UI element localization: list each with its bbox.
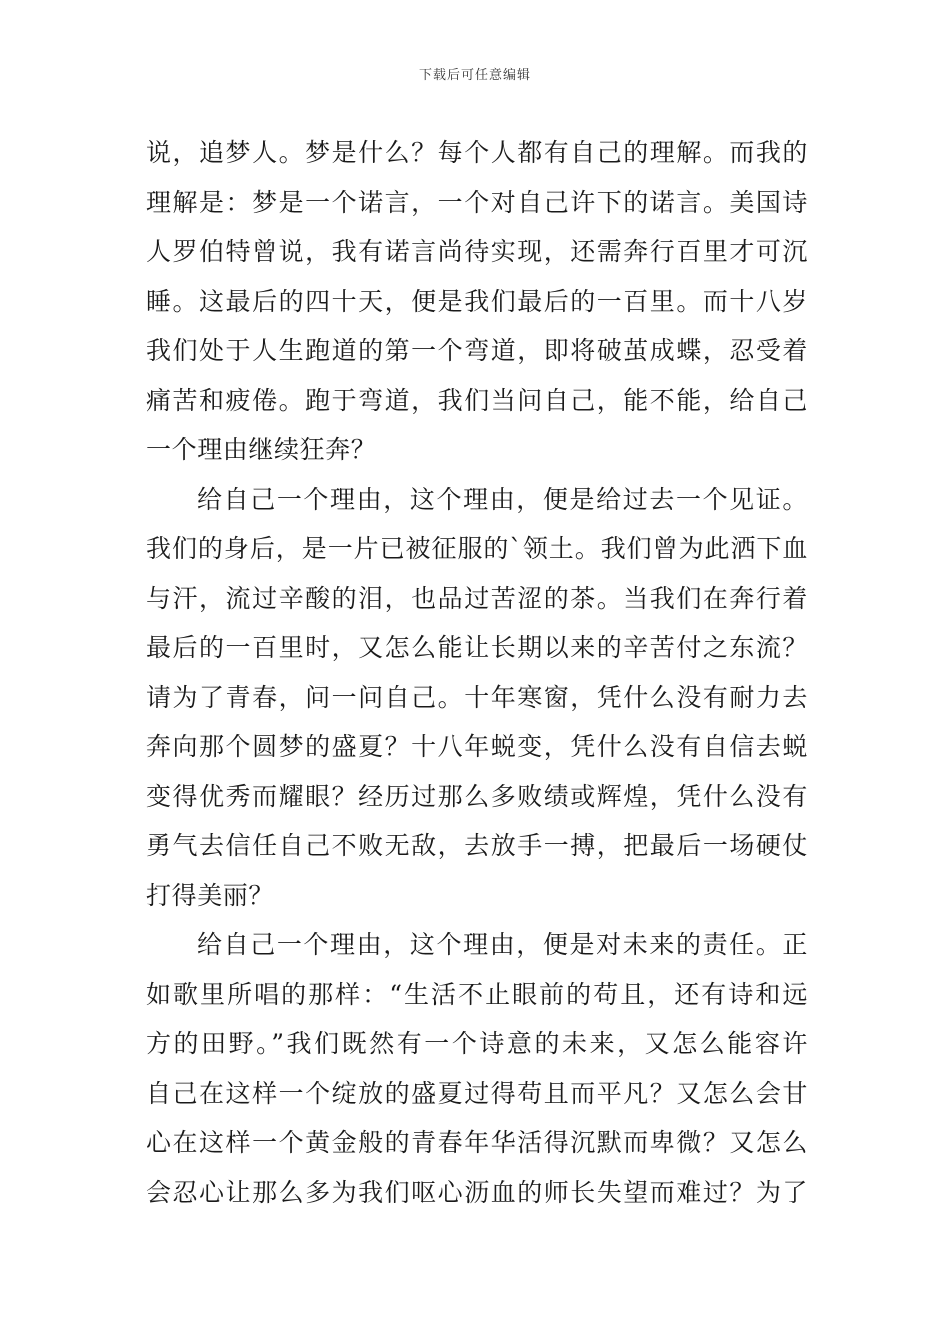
text-line: 心在这样一个黄金般的青春年华活得沉默而卑微？又怎么 xyxy=(146,1128,808,1157)
text-line: 奔向那个圆梦的盛夏？十八年蜕变，凭什么没有自信去蜕 xyxy=(146,732,808,761)
text-line: 痛苦和疲倦。跑于弯道，我们当问自己，能不能，给自己 xyxy=(146,385,808,415)
text-line: 一个理由继续狂奔？ xyxy=(146,435,377,464)
text-line: 打得美丽？ xyxy=(146,880,275,910)
text-line: 勇气去信任自己不败无敌，去放手一搏，把最后一场硬仗 xyxy=(146,831,808,860)
paragraph-3 xyxy=(146,920,808,1217)
text-line: 理解是：梦是一个诺言，一个对自己许下的诺言。美国诗 xyxy=(146,187,808,217)
page-header: 下载后可任意编辑 xyxy=(418,68,531,83)
text-line: 请为了青春，问一问自己。十年寒窗，凭什么没有耐力去 xyxy=(146,682,808,712)
text-line: 如歌里所唱的那样：“生活不止眼前的苟且，还有诗和远 xyxy=(146,979,808,1009)
text-line: 自己在这样一个绽放的盛夏过得苟且而平凡？又怎么会甘 xyxy=(146,1078,808,1108)
text-line: 与汗，流过辛酸的泪，也品过苦涩的茶。当我们在奔行着 xyxy=(146,583,808,613)
text-line: 给自己一个理由，这个理由，便是对未来的责任。正 xyxy=(197,930,808,959)
text-line: 我们处于人生跑道的第一个弯道，即将破茧成蝶，忍受着 xyxy=(146,336,808,365)
text-line: 人罗伯特曾说，我有诺言尚待实现，还需奔行百里才可沉 xyxy=(146,237,808,266)
text-line: 方的田野。”我们既然有一个诗意的未来，又怎么能容许 xyxy=(146,1029,808,1058)
text-line: 给自己一个理由，这个理由，便是给过去一个见证。 xyxy=(197,484,808,514)
text-line: 变得优秀而耀眼？经历过那么多败绩或辉煌，凭什么没有 xyxy=(146,781,808,811)
text-line: 最后的一百里时，又怎么能让长期以来的辛苦付之东流？ xyxy=(146,633,808,662)
text-line: 会忍心让那么多为我们呕心沥血的师长失望而难过？为了 xyxy=(146,1177,808,1207)
paragraph-1 xyxy=(146,128,808,475)
text-line: 我们的身后，是一片已被征服的`领土。我们曾为此洒下血 xyxy=(146,534,808,563)
paragraph-2 xyxy=(146,475,808,921)
text-line: 说，追梦人。梦是什么？每个人都有自己的理解。而我的 xyxy=(146,138,808,167)
text-line: 睡。这最后的四十天，便是我们最后的一百里。而十八岁 xyxy=(146,286,808,316)
document-body xyxy=(146,128,808,1217)
